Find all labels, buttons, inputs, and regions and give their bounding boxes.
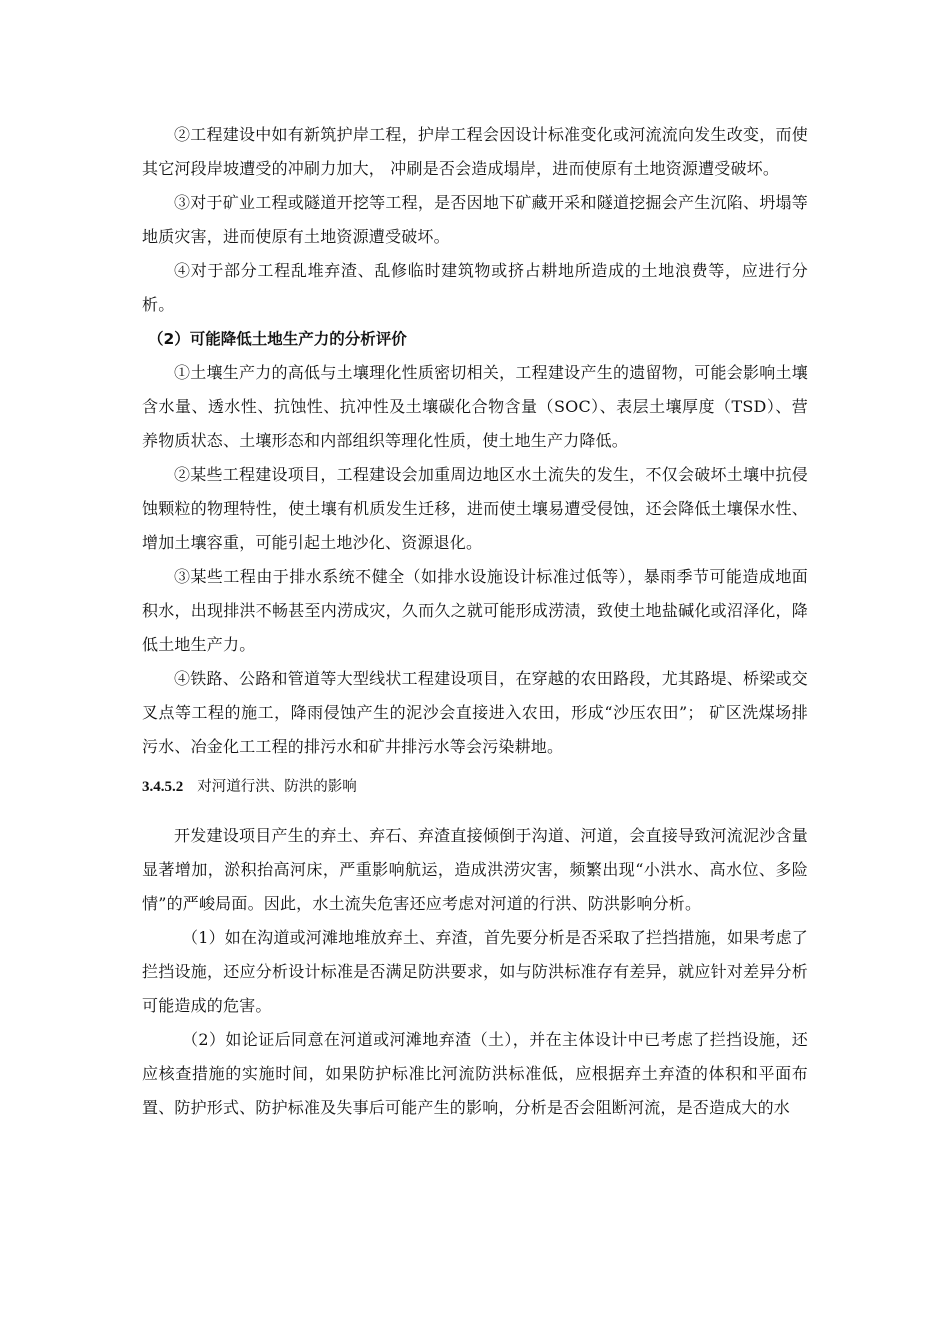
paragraph-revetment: ②工程建设中如有新筑护岸工程，护岸工程会因设计标准变化或河流流向发生改变，而使其它河段岸坡遭受的冲刷力加大， 冲刷是否会造成塌岸，进而使原有土地资源遭受破坏。 (142, 125, 808, 178)
paragraph-linear-projects: ④铁路、公路和管道等大型线状工程建设项目，在穿越的农田路段，尤其路堤、桥梁或交叉点等工程的施工，降雨侵蚀产生的泥沙会直接进入农田，形成“沙压农田”； 矿区洗煤场排污水、冶金化工工程的排污水和矿井排污水等会污染耕地。 (142, 669, 808, 756)
document-body (142, 118, 808, 1125)
section-number: 3.4.5.2 (142, 779, 184, 795)
paragraph-flood-item-2: （2）如论证后同意在河道或河滩地弃渣（土），并在主体设计中已考虑了拦挡设施，还应核查措施的实施时间，如果防护标准比河流防洪标准低，应根据弃土弃渣的体积和平面布置、防护形式、防护标准及失事后可能产生的影响，分析是否会阻断河流，是否造成大的水 (142, 1030, 808, 1117)
paragraph-drainage: ③某些工程由于排水系统不健全（如排水设施设计标准过低等），暴雨季节可能造成地面积水，出现排洪不畅甚至内涝成灾，久而久之就可能形成涝渍，致使土地盐碱化或沼泽化，降低土地生产力。 (142, 567, 808, 654)
paragraph-mining-tunnel: ③对于矿业工程或隧道开挖等工程，是否因地下矿藏开采和隧道挖掘会产生沉陷、坍塌等地质灾害，进而使原有土地资源遭受破坏。 (142, 193, 808, 246)
paragraph-soil-properties: ①土壤生产力的高低与土壤理化性质密切相关，工程建设产生的遗留物，可能会影响土壤含水量、透水性、抗蚀性、抗冲性及土壤碳化合物含量（SOC）、表层土壤厚度（TSD）、营养物质状态、土壤形态和内部组织等理化性质，使土地生产力降低。 (142, 363, 808, 450)
subheading-productivity: （2）可能降低土地生产力的分析评价 (148, 330, 407, 348)
section-title: 对河道行洪、防洪的影响 (197, 779, 357, 795)
paragraph-waste-dumping: ④对于部分工程乱堆弃渣、乱修临时建筑物或挤占耕地所造成的土地浪费等，应进行分析。 (142, 261, 808, 314)
paragraph-river-sediment: 开发建设项目产生的弃土、弃石、弃渣直接倾倒于沟道、河道，会直接导致河流泥沙含量显著增加，淤积抬高河床，严重影响航运，造成洪涝灾害，频繁出现“小洪水、高水位、多险情”的严峻局面。因此，水土流失危害还应考虑对河道的行洪、防洪影响分析。 (142, 826, 808, 913)
paragraph-flood-item-1: （1）如在沟道或河滩地堆放弃土、弃渣，首先要分析是否采取了拦挡措施，如果考虑了拦挡设施，还应分析设计标准是否满足防洪要求，如与防洪标准存有差异，就应针对差异分析可能造成的危害。 (142, 928, 808, 1015)
section-heading (142, 770, 808, 804)
paragraph-erosion: ②某些工程建设项目，工程建设会加重周边地区水土流失的发生，不仅会破坏土壤中抗侵蚀颗粒的物理特性，使土壤有机质发生迁移，进而使土壤易遭受侵蚀，还会降低土壤保水性、增加土壤容重，可能引起土地沙化、资源退化。 (142, 465, 808, 552)
